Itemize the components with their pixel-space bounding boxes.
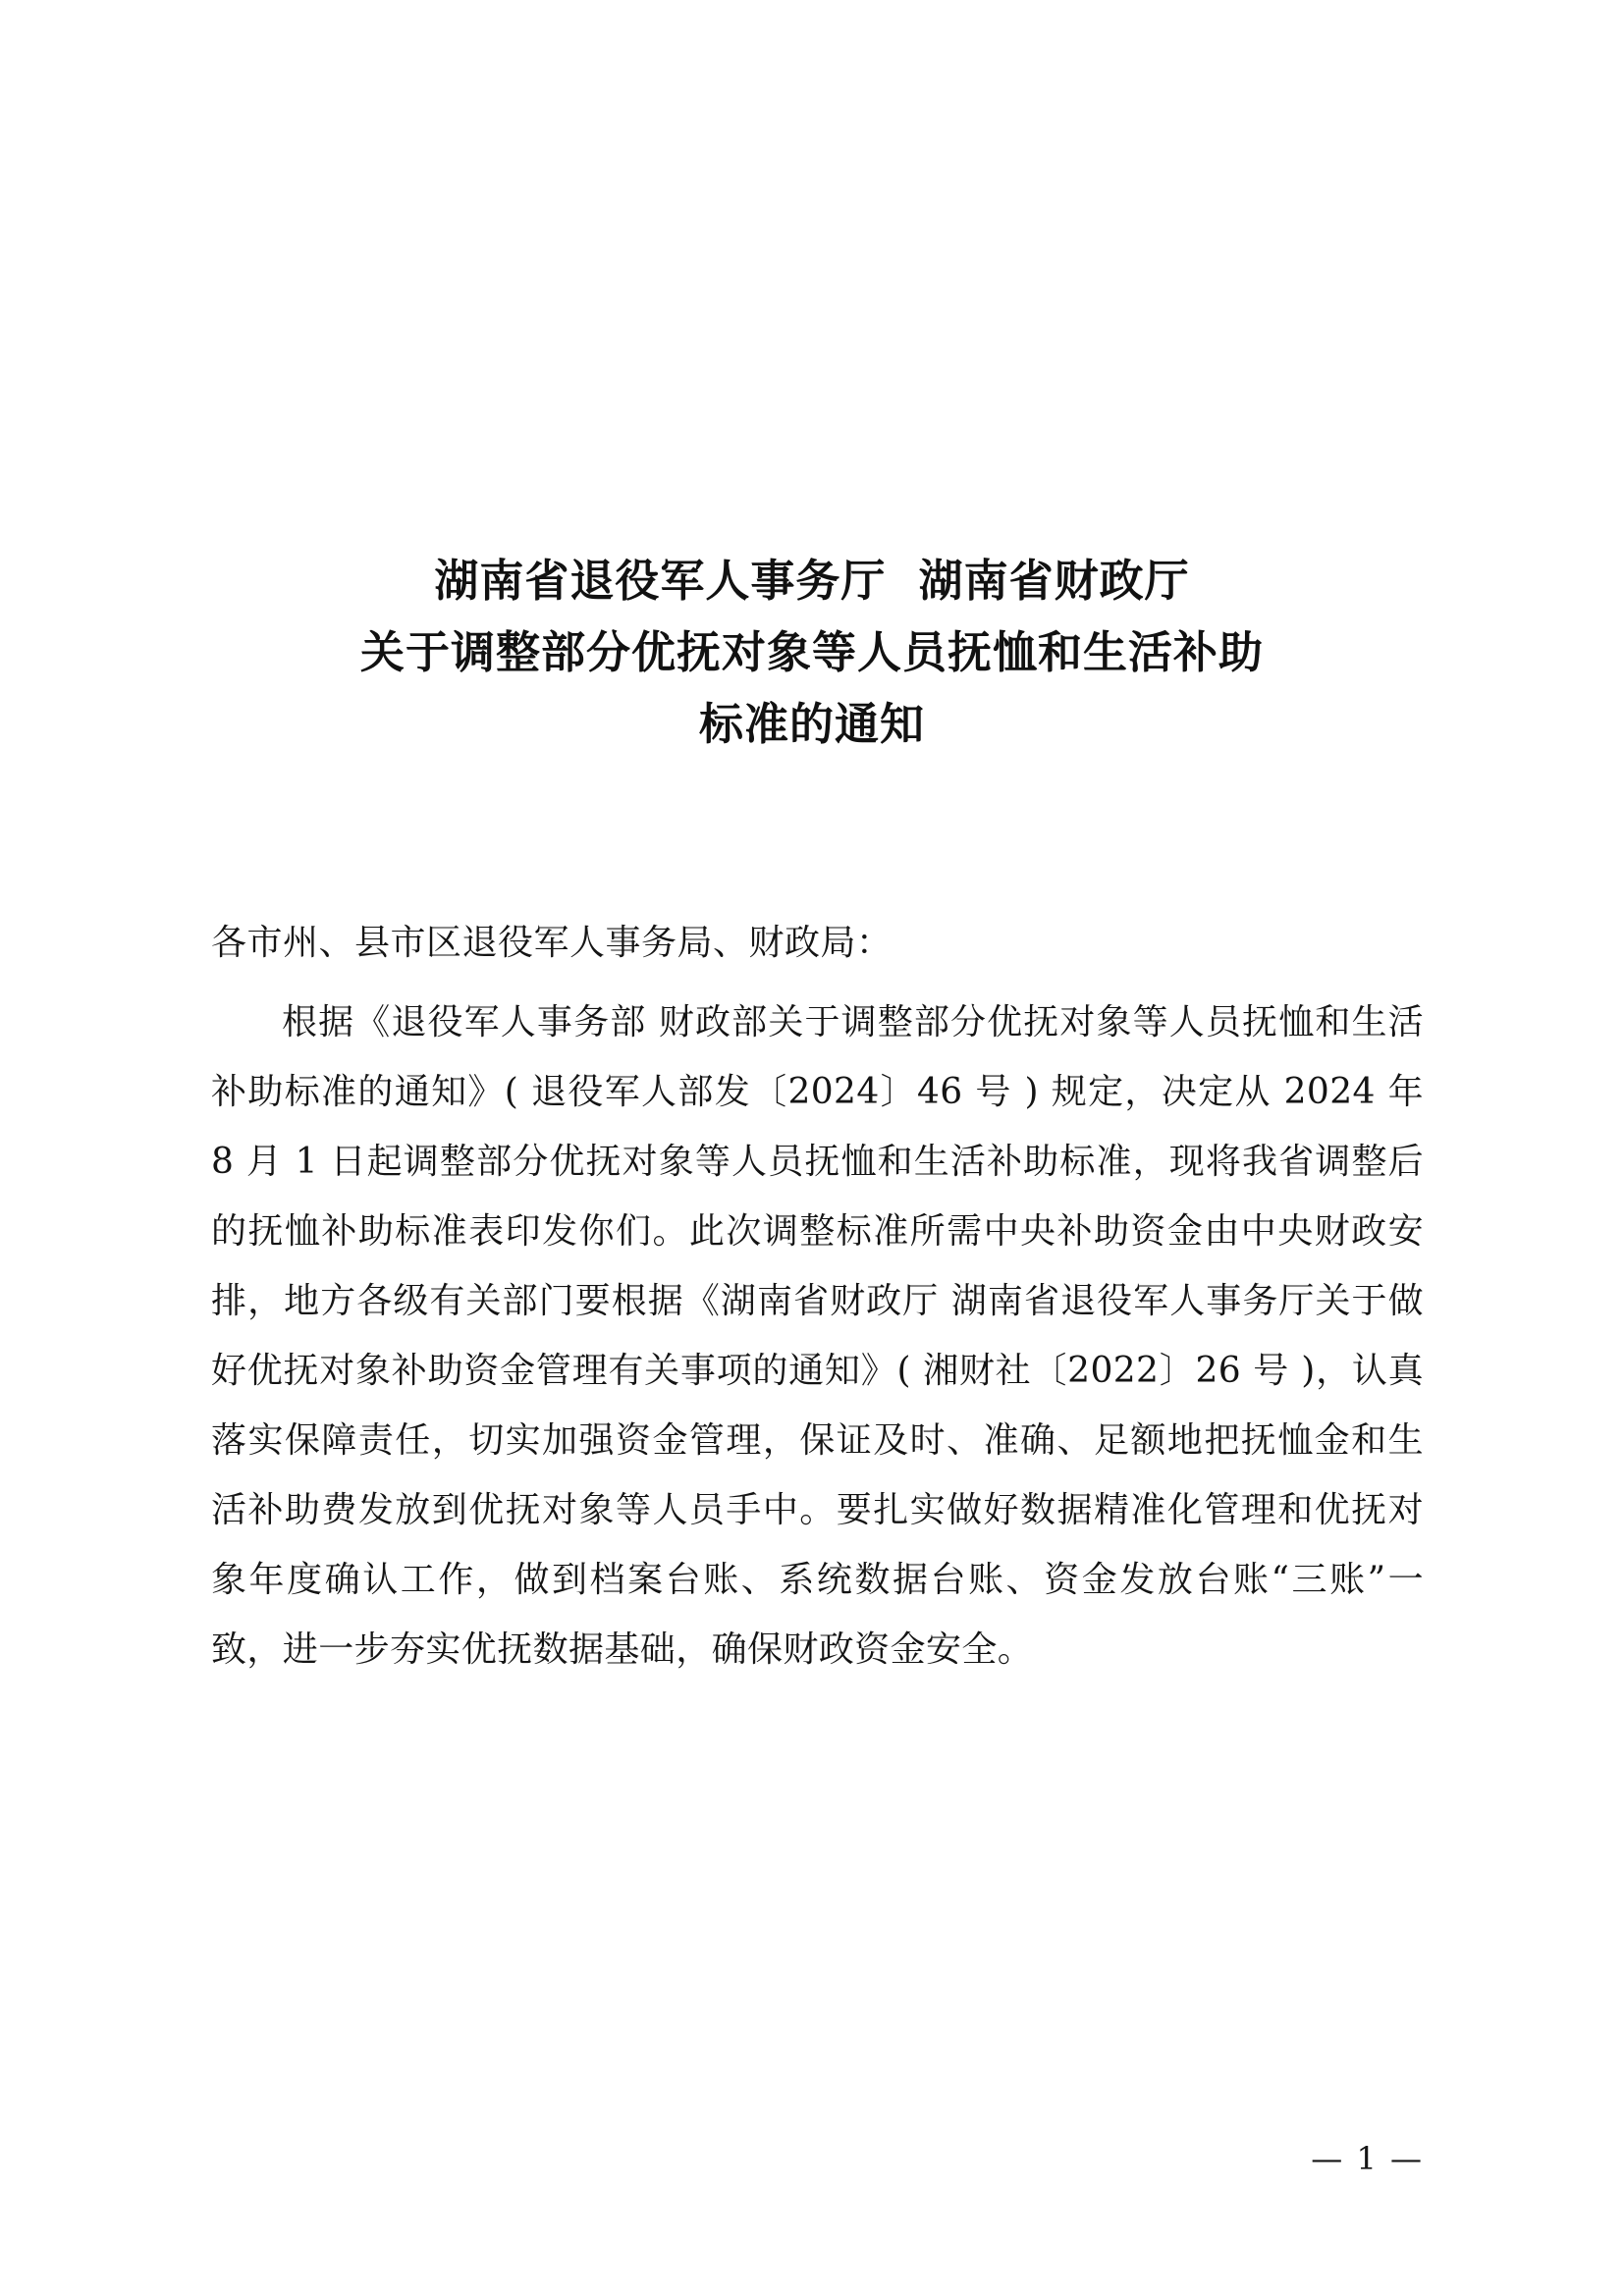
- document-title: [177, 545, 1447, 760]
- title-line-1: 湖南省退役军人事务厅 湖南省财政厅: [434, 555, 1190, 607]
- title-line-2: 关于调整部分优抚对象等人员抚恤和生活补助: [359, 626, 1264, 678]
- title-line-3: 标准的通知: [698, 698, 925, 750]
- salutation: 各市州、县市区退役军人事务局、财政局：: [211, 923, 893, 963]
- page-number: — 1 —: [1311, 2140, 1424, 2177]
- body-paragraph-1: 根据《退役军人事务部 财政部关于调整部分优抚对象等人员抚恤和生活补助标准的通知》( 退役军人部发〔2024〕46 号 ) 规定，决定从 2024 年 8 月 1 日起调整部分优抚对象等人员抚恤和生活补助标准，现将我省调整后的抚恤补助标准表印发你们。此次调整标准所需中央补助资金由中央财政安排，地方各级有关部门要根据《湖南省财政厅 湖南省退役军人事务厅关于做好优抚对象补助资金管理有关事项的通知》( 湘财社〔2022〕26 号 )，认真落实保障责任，切实加强资金管理，保证及时、准确、足额地把抚恤金和生活补助费发放到优抚对象等人员手中。要扎实做好数据精准化管理和优抚对象年度确认工作，做到档案台账、系统数据台账、资金发放台账“三账”一致，进一步夯实优抚数据基础，确保财政资金安全。: [211, 1002, 1424, 1670]
- document-body: [211, 913, 1424, 1684]
